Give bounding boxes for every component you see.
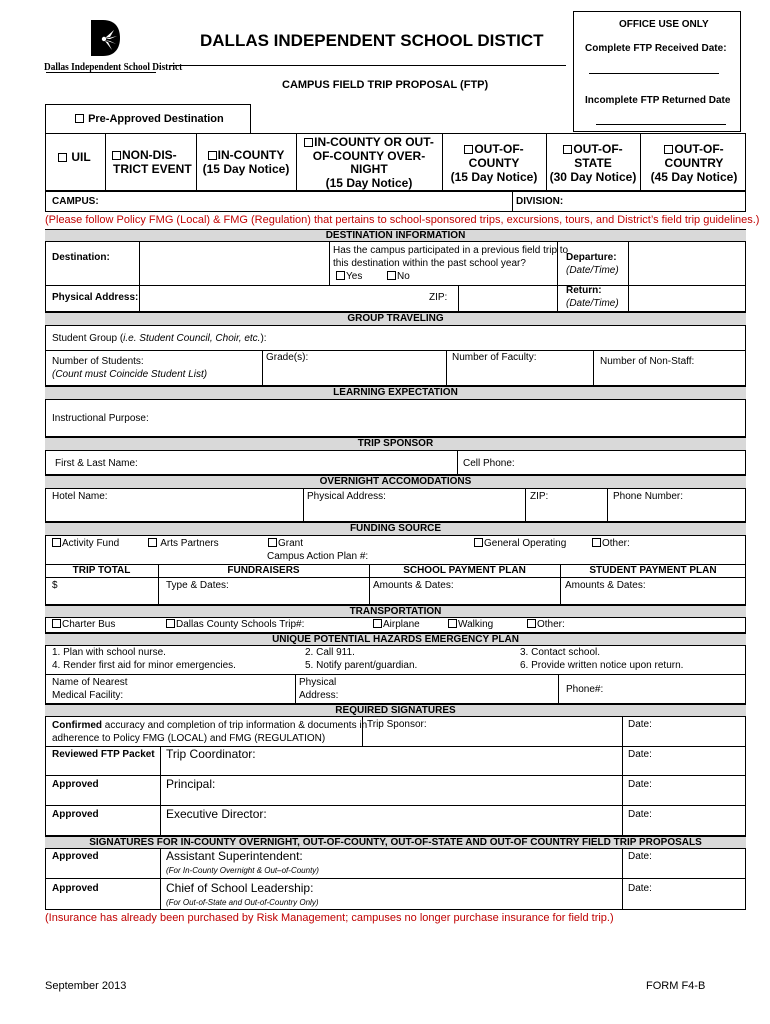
zip-field[interactable] [460,287,555,310]
facility-phone-field[interactable] [608,676,744,702]
form-title: DALLAS INDEPENDENT SCHOOL DISTICT [200,31,544,50]
policy-note: (Please follow Policy FMG (Local) & FMG (Regulation) that pertains to school-sponsored trips, excursions, tours, and District’s field trip guidelines.) [45,214,760,226]
trip-total-header: TRIP TOTAL [72,565,131,576]
learning-band: LEARNING EXPECTATION [45,386,746,400]
hazards-band: UNIQUE POTENTIAL HAZARDS EMERGENCY PLAN [45,633,746,646]
complete-ftp-date-line[interactable] [589,73,719,74]
num-nonstaff-label: Number of Non-Staff: [600,356,695,367]
date-label-3: Date: [628,779,652,790]
district-logo [88,18,122,58]
destination-field[interactable] [141,243,327,283]
funding-band: FUNDING SOURCE [45,522,746,536]
campus-label: CAMPUS: [52,196,99,207]
walking-checkbox[interactable] [448,619,457,628]
hazard-step-5: 5. Notify parent/guardian. [305,660,418,671]
destination-label: Destination: [52,252,110,263]
reviewed-label: Reviewed FTP Packet [52,749,155,760]
return-field[interactable] [630,287,744,310]
trip-total-field[interactable] [60,579,156,603]
student-group-label: Student Group (i.e. Student Council, Choir, etc.): [52,333,267,344]
facility-phone-label: Phone#: [566,684,604,695]
return-label: Return: [566,285,602,296]
insurance-note: (Insurance has already been purchased by Risk Management; campuses no longer purchase insurance for field trip.) [45,912,614,924]
date-field-4[interactable] [624,821,744,834]
return-sublabel: (Date/Time) [566,298,619,309]
trip-total-dollar: $ [52,580,58,591]
num-faculty-label: Number of Faculty: [452,352,537,363]
type-uil[interactable]: UIL [58,151,91,163]
instructional-purpose-label: Instructional Purpose: [52,413,149,424]
form-subtitle: CAMPUS FIELD TRIP PROPOSAL (FTP) [282,79,489,91]
transport-charter[interactable]: Charter Bus [52,619,115,631]
footer-date: September 2013 [45,980,127,992]
out-of-county-checkbox[interactable] [464,145,473,154]
overnight-checkbox[interactable] [304,138,313,147]
overnight-band: OVERNIGHT ACCOMODATIONS [45,475,746,489]
date-field-2[interactable] [624,761,744,773]
num-faculty-field[interactable] [448,364,591,384]
sponsor-cell-label: Cell Phone: [463,458,515,469]
type-out-of-country[interactable]: OUT-OF- COUNTRY (45 Day Notice) [650,142,738,184]
physical-address-label: Physical Address: [52,292,139,303]
out-of-country-checkbox[interactable] [664,145,673,154]
principal-label: Principal: [166,777,216,791]
instructional-purpose-field[interactable] [150,401,744,435]
student-payment-header: STUDENT PAYMENT PLAN [589,565,717,576]
out-of-state-checkbox[interactable] [563,145,572,154]
funding-other[interactable]: Other: [592,538,630,550]
hotel-name-field[interactable] [47,503,301,520]
hazard-step-2: 2. Call 911. [305,647,355,658]
nearest-facility-field[interactable] [130,676,293,702]
funding-arts[interactable]: Arts Partners [148,538,219,550]
date-field-3[interactable] [624,791,744,803]
asst-superintendent-note: (For In-County Overnight & Out–of-County) [166,866,319,875]
date-label-6: Date: [628,883,652,894]
transport-dcs[interactable]: Dallas County Schools Trip#: [166,619,304,631]
complete-ftp-label: Complete FTP Received Date: [585,43,727,54]
previous-trip-question: Has the campus participated in a previous field trip to this destination within the past school year? [333,245,569,269]
preapproved-checkbox-label[interactable]: Pre-Approved Destination [75,113,224,125]
non-district-checkbox[interactable] [112,151,121,160]
hazard-step-3: 3. Contact school. [520,647,601,658]
campus-action-plan-label: Campus Action Plan #: [267,551,369,562]
asst-superintendent-label: Assistant Superintendent: [166,849,303,863]
incomplete-ftp-date-line[interactable] [596,124,726,125]
grant-checkbox[interactable] [268,538,277,547]
charter-bus-checkbox[interactable] [52,619,61,628]
date-label-1: Date: [628,719,652,730]
hotel-name-label: Hotel Name: [52,491,108,502]
trip-sponsor-signature-field[interactable] [364,731,620,744]
executive-director-signature-field[interactable] [162,821,620,834]
hotel-zip-field[interactable] [527,503,605,520]
school-payment-amounts-label: Amounts & Dates: [373,580,454,591]
fundraisers-field[interactable] [160,592,367,603]
previous-trip-yes[interactable]: Yes [336,271,362,283]
district-logo-caption: Dallas Independent School District [44,62,183,73]
trip-sponsor-signature-label: Trip Sponsor: [367,719,427,730]
division-field[interactable] [568,193,743,210]
trip-sponsor-band: TRIP SPONSOR [45,437,746,451]
type-out-of-state[interactable]: OUT-OF- STATE (30 Day Notice) [549,142,637,184]
arts-partners-checkbox[interactable] [148,538,157,547]
trip-coordinator-label: Trip Coordinator: [166,747,256,761]
office-use-title: OFFICE USE ONLY [619,19,709,30]
date-label-4: Date: [628,809,652,820]
fundraisers-header: FUNDRAISERS [227,565,300,576]
hazard-step-1: 1. Plan with school nurse. [52,647,166,658]
hotel-address-label: Physical Address: [307,491,386,502]
fundraisers-type-label: Type & Dates: [166,580,229,591]
principal-signature-field[interactable] [162,791,620,803]
funding-general[interactable]: General Operating [474,538,566,550]
type-in-county[interactable]: IN-COUNTY (15 Day Notice) [202,148,290,176]
date-label-5: Date: [628,851,652,862]
hotel-phone-field[interactable] [609,503,744,520]
transport-other-checkbox[interactable] [527,619,536,628]
funding-grant[interactable]: Grant [268,538,303,550]
departure-sublabel: (Date/Time) [566,265,619,276]
destination-band: DESTINATION INFORMATION [45,229,746,242]
hazard-step-6: 6. Provide written notice upon return. [520,660,684,671]
type-non-district[interactable]: NON-DIS- TRICT EVENT [113,148,192,176]
num-students-label: Number of Students: [52,356,144,367]
uil-checkbox[interactable] [58,153,67,162]
dcs-trip-checkbox[interactable] [166,619,175,628]
division-label: DIVISION: [516,196,564,207]
signatures-band: REQUIRED SIGNATURES [45,704,746,717]
no-checkbox[interactable] [387,271,396,280]
footer-form-number: FORM F4-B [646,980,706,992]
transport-walking[interactable]: Walking [448,619,493,631]
confirmed-statement: Confirmed accuracy and completion of trip information & documents in adherence to Policy FMG (LOCAL) and FMG (REGULATION) [52,720,368,744]
transportation-band: TRANSPORTATION [45,605,746,618]
signatures-overnight-band: SIGNATURES FOR IN-COUNTY OVERNIGHT, OUT-OF-COUNTY, OUT-OF-STATE AND OUT-OF COUNTRY FIELD TRIP PROPOSALS [45,836,746,849]
departure-label: Departure: [566,252,617,263]
hazard-step-4: 4. Render first aid for minor emergencies. [52,660,236,671]
funding-other-checkbox[interactable] [592,538,601,547]
transport-other[interactable]: Other: [527,619,565,631]
school-payment-header: SCHOOL PAYMENT PLAN [403,565,526,576]
num-students-note: (Count must Coincide Student List) [52,369,208,380]
approved-label-principal: Approved [52,779,99,790]
facility-address-label: Physical Address: [299,677,339,701]
student-payment-amounts-label: Amounts & Dates: [565,580,646,591]
funding-activity[interactable]: Activity Fund [52,538,119,550]
num-nonstaff-field[interactable] [595,369,744,384]
trip-coordinator-signature-field[interactable] [162,761,620,773]
executive-director-label: Executive Director: [166,807,267,821]
airplane-checkbox[interactable] [373,619,382,628]
approved-label-exec: Approved [52,809,99,820]
sponsor-name-label: First & Last Name: [55,458,138,469]
type-overnight[interactable]: IN-COUNTY OR OUT- OF-COUNTY OVER- NIGHT (15 Day Notice) [298,136,440,190]
hotel-zip-label: ZIP: [530,491,549,502]
activity-fund-checkbox[interactable] [52,538,61,547]
date-field-5[interactable] [624,863,744,876]
sponsor-cell-field[interactable] [520,452,744,473]
transport-airplane[interactable]: Airplane [373,619,420,631]
sponsor-name-field[interactable] [140,452,454,473]
preapproved-checkbox[interactable] [75,114,84,123]
general-operating-checkbox[interactable] [474,538,483,547]
campus-field[interactable] [100,193,508,210]
date-field-6[interactable] [624,895,744,908]
approved-label-chief: Approved [52,883,99,894]
previous-trip-no[interactable]: No [387,271,410,283]
student-payment-field[interactable] [562,592,744,603]
group-traveling-band: GROUP TRAVELING [45,312,746,326]
school-payment-field[interactable] [371,592,558,603]
nearest-facility-label: Name of Nearest Medical Facility: [52,677,128,701]
yes-checkbox[interactable] [336,271,345,280]
zip-label: ZIP: [429,292,448,303]
incomplete-ftp-label: Incomplete FTP Returned Date [585,95,731,106]
physical-address-field[interactable] [141,287,421,310]
hotel-phone-label: Phone Number: [613,491,684,502]
date-field-1[interactable] [624,731,744,744]
departure-field[interactable] [630,243,744,283]
date-label-2: Date: [628,749,652,760]
type-out-of-county[interactable]: OUT-OF- COUNTY (15 Day Notice) [450,142,538,184]
chief-note: (For Out-of-State and Out-of-Country Only) [166,898,319,907]
student-group-field[interactable] [255,327,743,348]
facility-address-field[interactable] [345,676,556,702]
in-county-checkbox[interactable] [208,151,217,160]
chief-label: Chief of School Leadership: [166,881,314,895]
hotel-address-field[interactable] [305,503,523,520]
grades-label: Grade(s): [266,352,309,363]
grades-field[interactable] [264,364,444,384]
approved-label-asst: Approved [52,851,99,862]
